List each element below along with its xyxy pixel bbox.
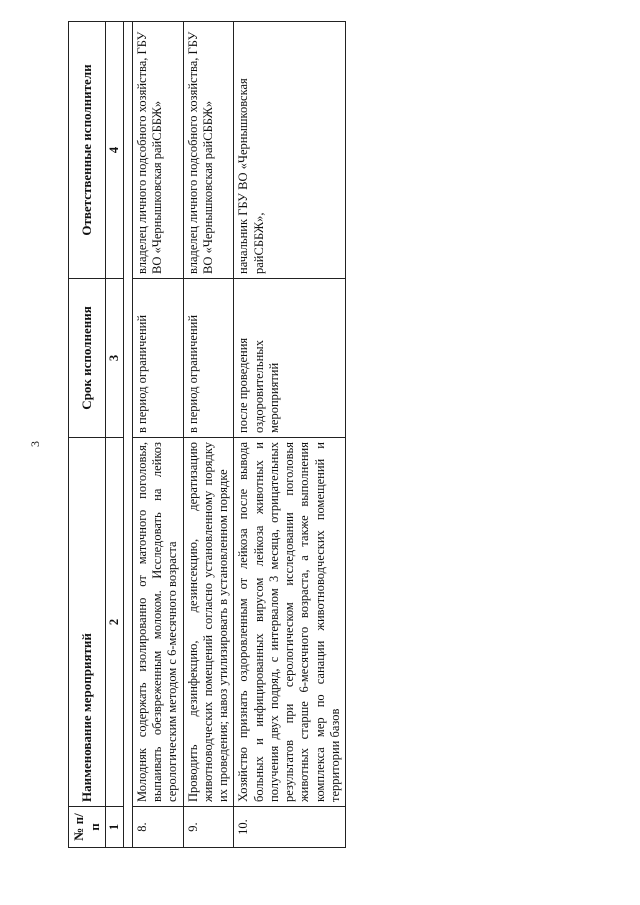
row-action: Проводить дезинфекцию, дезинсекцию, дератизацию животноводческих помещений согласно установленному порядку их проведения; навоз утилизировать в установленном порядке bbox=[183, 438, 234, 807]
table-row bbox=[132, 22, 183, 848]
header-responsible: Ответственные исполнители bbox=[69, 22, 106, 279]
row-num: 8. bbox=[132, 807, 183, 848]
table-gap bbox=[123, 22, 132, 848]
header-term: Срок исполнения bbox=[69, 279, 106, 438]
measures-table-rotated bbox=[68, 31, 404, 848]
row-num: 9. bbox=[183, 807, 234, 848]
row-num: 10. bbox=[234, 807, 346, 848]
row-responsible: владелец личного подсобного хозяйства, ГБУ ВО «Чернышковская райСББЖ» bbox=[132, 22, 183, 279]
table-row bbox=[183, 22, 234, 848]
column-number: 2 bbox=[105, 438, 123, 807]
row-responsible: владелец личного подсобного хозяйства, ГБУ ВО «Чернышковская райСББЖ» bbox=[183, 22, 234, 279]
row-action: Хозяйство признать оздоровленным от лейкоза после вывода больных и инфицированных вирусом лейкоза животных и получения двух подряд, с интервалом 3 месяца, отрицательных результатов при серологическом исследовании поголовья животных старше 6-месячного возраста, а также выполнения комплекса мер по санации животноводческих помещений и территории базов bbox=[234, 438, 346, 807]
row-responsible: начальник ГБУ ВО «Чернышковская райСББЖ», bbox=[234, 22, 346, 279]
header-num: № п/п bbox=[69, 807, 106, 848]
column-numbering-row bbox=[105, 22, 123, 848]
row-action: Молодняк содержать изолированно от маточного поголовья, выпаивать обезвреженным молоком. Исследовать на лейкоз серологическим методом с 6-месячного возраста bbox=[132, 438, 183, 807]
page-number: 3 bbox=[28, 441, 42, 447]
header-action: Наименование мероприятий bbox=[69, 438, 106, 807]
column-number: 3 bbox=[105, 279, 123, 438]
row-term: в период ограничений bbox=[183, 279, 234, 438]
table-row bbox=[234, 22, 346, 848]
measures-table bbox=[68, 21, 346, 848]
row-term: в период ограничений bbox=[132, 279, 183, 438]
table-header-row bbox=[69, 22, 106, 848]
column-number: 4 bbox=[105, 22, 123, 279]
row-term: после проведения оздоровительных мероприятий bbox=[234, 279, 346, 438]
column-number: 1 bbox=[105, 807, 123, 848]
